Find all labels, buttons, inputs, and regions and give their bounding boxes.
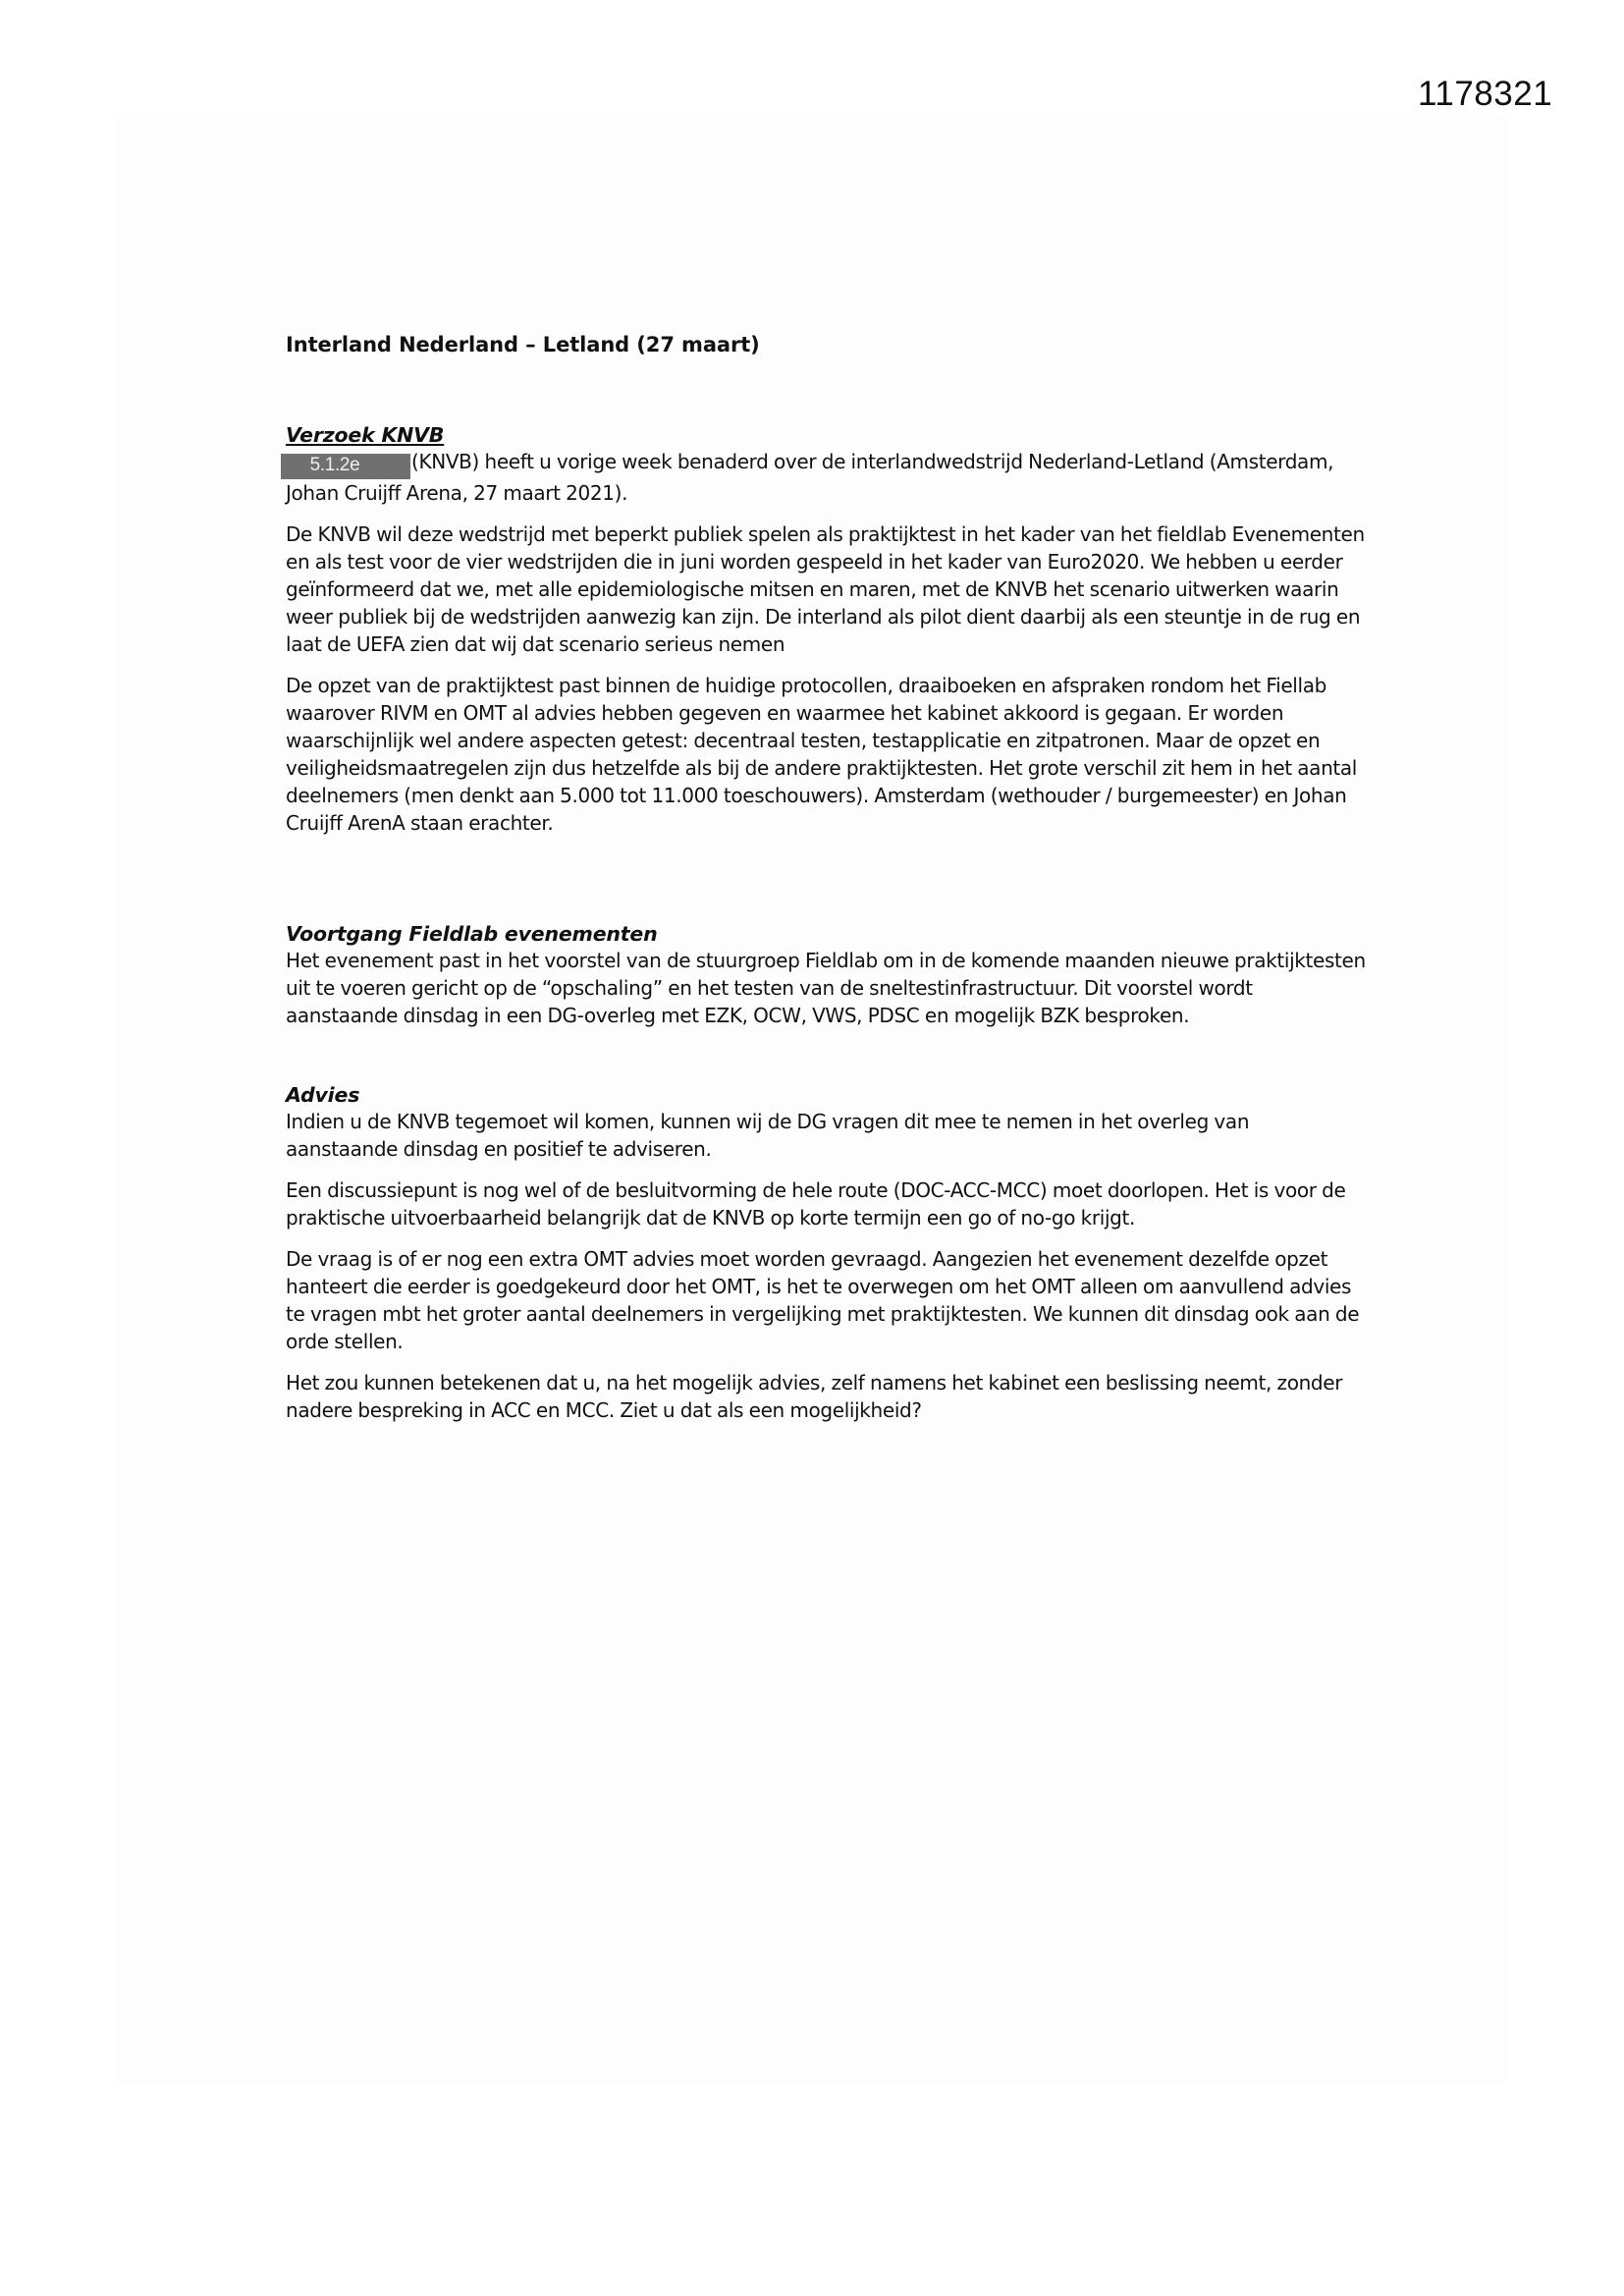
paragraph: De vraag is of er nog een extra OMT advies moet worden gevraagd. Aangezien het evenement dezelfde opzet hanteert die eerder is goedgekeurd door het OMT, is het te overwegen om het OMT alleen om aanvullend advies te vragen mbt het groter aantal deelnemers in vergelijking met praktijktesten. We kunnen dit dinsdag ook aan de orde stellen. bbox=[286, 1247, 1360, 1353]
document-title: Interland Nederland – Letland (27 maart) bbox=[286, 333, 760, 356]
paragraph-text: (KNVB) heeft u vorige week benaderd over de interlandwedstrijd Nederland-Letland (Amsterdam, Johan Cruijff Arena, 27 maart 2021). bbox=[286, 450, 1334, 505]
paragraph: De KNVB wil deze wedstrijd met beperkt publiek spelen als praktijktest in het kader van het fieldlab Evenementen en als test voor de vier wedstrijden die in juni worden gespeeld in het kader van Euro2020. We hebben u eerder geïnformeerd dat we, met alle epidemiologische mitsen en maren, met de KNVB het scenario uitwerken waarin weer publiek bij de wedstrijden aanwezig kan zijn. De interland als pilot dient daarbij als een steuntje in de rug en laat de UEFA zien dat wij dat scenario serieus nemen bbox=[286, 522, 1365, 656]
paragraph: Het evenement past in het voorstel van de stuurgroep Fieldlab om in de komende maanden nieuwe praktijktesten uit te voeren gericht op de “opschaling” en het testen van de sneltestinfrastructuur. Dit voorstel wordt aanstaande dinsdag in een DG-overleg met EZK, OCW, VWS, PDSC en mogelijk BZK besproken. bbox=[286, 949, 1366, 1027]
section-verzoek-knvb bbox=[286, 422, 1366, 837]
section-heading: Voortgang Fieldlab evenementen bbox=[286, 922, 658, 946]
section-advies bbox=[286, 1082, 1366, 1424]
paragraph: Indien u de KNVB tegemoet wil komen, kunnen wij de DG vragen dit mee te nemen in het overleg van aanstaande dinsdag en positief te adviseren. bbox=[286, 1110, 1250, 1161]
section-heading: Advies bbox=[286, 1083, 360, 1107]
section-voortgang-fieldlab bbox=[286, 921, 1366, 1029]
paragraph bbox=[286, 448, 1356, 507]
document-body bbox=[286, 330, 1366, 1422]
paragraph: De opzet van de praktijktest past binnen de huidige protocollen, draaiboeken en afspraken rondom het Fiellab waarover RIVM en OMT al advies hebben gegeven en waarmee het kabinet akkoord is gegaan. Er worden waarschijnlijk wel andere aspecten getest: decentraal testen, testapplicatie en zitpatronen. Maar de opzet en veiligheidsmaatregelen zijn dus hetzelfde als bij de andere praktijktesten. Het grote verschil zit hem in het aantal deelnemers (men denkt aan 5.000 tot 11.000 toeschouwers). Amsterdam (wethouder / burgemeester) en Johan Cruijff ArenA staan erachter. bbox=[286, 674, 1358, 835]
paragraph: Een discussiepunt is nog wel of de besluitvorming de hele route (DOC-ACC-MCC) moet doorlopen. Het is voor de praktische uitvoerbaarheid belangrijk dat de KNVB op korte termijn een go of no-go krijgt. bbox=[286, 1178, 1346, 1230]
document-number: 1178321 bbox=[1418, 75, 1553, 113]
section-heading: Verzoek KNVB bbox=[286, 423, 445, 447]
paragraph: Het zou kunnen betekenen dat u, na het mogelijk advies, zelf namens het kabinet een beslissing neemt, zonder nadere bespreking in ACC en MCC. Ziet u dat als een mogelijkheid? bbox=[286, 1371, 1343, 1422]
redaction-box: 5.1.2e bbox=[281, 454, 410, 479]
